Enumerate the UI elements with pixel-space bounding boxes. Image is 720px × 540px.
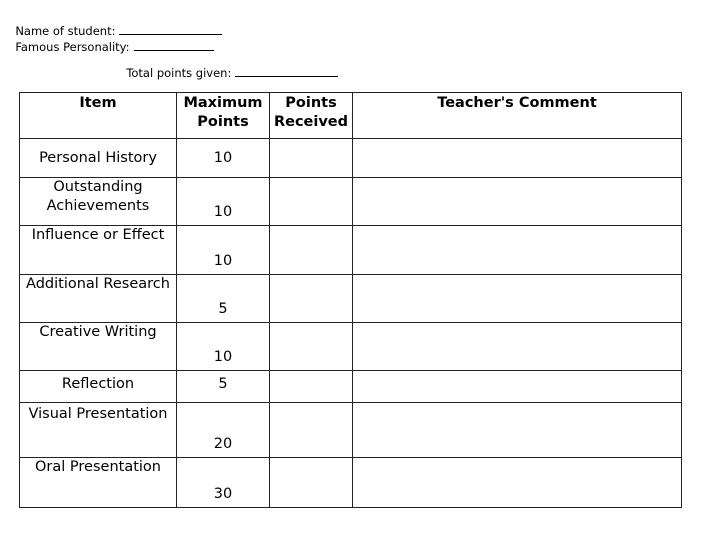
item-cell — [20, 226, 177, 275]
comment-cell[interactable] — [353, 403, 682, 458]
famous-personality-blank[interactable] — [134, 40, 214, 51]
table-row — [20, 226, 682, 275]
item-label: Influence or Effect — [31, 227, 165, 243]
comment-cell[interactable] — [353, 371, 682, 403]
item-cell — [20, 178, 177, 226]
comment-cell[interactable] — [353, 139, 682, 178]
max-points-cell: 20 — [177, 403, 270, 458]
item-label: Additional Research — [26, 276, 170, 292]
item-cell — [20, 403, 177, 458]
comment-cell[interactable] — [353, 226, 682, 275]
famous-personality-label: Famous Personality: — [15, 40, 130, 54]
column-header-points-received: Points Received — [270, 93, 353, 139]
item-cell — [20, 139, 177, 178]
points-received-cell[interactable] — [270, 178, 353, 226]
comment-cell[interactable] — [353, 275, 682, 323]
item-cell — [20, 275, 177, 323]
max-points-cell: 10 — [177, 323, 270, 371]
table-row — [20, 323, 682, 371]
table-row — [20, 371, 682, 403]
total-points-line — [119, 52, 338, 80]
item-label: Visual Presentation — [28, 406, 168, 422]
max-points-cell: 10 — [177, 178, 270, 226]
item-label: Reflection — [61, 376, 135, 392]
item-cell — [20, 323, 177, 371]
item-cell — [20, 458, 177, 508]
total-points-label: Total points given: — [126, 66, 232, 80]
item-cell — [20, 371, 177, 403]
max-points-cell: 10 — [177, 226, 270, 275]
points-received-cell[interactable] — [270, 323, 353, 371]
student-name-label: Name of student: — [15, 24, 116, 38]
famous-personality-line — [8, 26, 214, 54]
table-row — [20, 458, 682, 508]
table-row — [20, 139, 682, 178]
item-label: Personal History — [39, 149, 157, 166]
column-header-item: Item — [20, 93, 177, 139]
table-row — [20, 178, 682, 226]
max-points-cell: 5 — [177, 275, 270, 323]
item-label: Oral Presentation — [35, 459, 161, 475]
comment-cell[interactable] — [353, 178, 682, 226]
column-header-teacher-comment: Teacher's Comment — [353, 93, 682, 139]
points-received-cell[interactable] — [270, 371, 353, 403]
item-label: Creative Writing — [39, 324, 157, 340]
comment-cell[interactable] — [353, 323, 682, 371]
rubric-table — [19, 92, 682, 508]
max-points-cell: 30 — [177, 458, 270, 508]
max-points-cell — [177, 371, 270, 403]
comment-cell[interactable] — [353, 458, 682, 508]
points-received-cell[interactable] — [270, 226, 353, 275]
points-received-cell[interactable] — [270, 458, 353, 508]
points-received-cell[interactable] — [270, 403, 353, 458]
column-header-maximum-points: Maximum Points — [177, 93, 270, 139]
points-received-cell[interactable] — [270, 139, 353, 178]
max-points-cell: 10 — [177, 139, 270, 178]
item-label: Outstanding Achievements — [46, 179, 150, 214]
points-received-cell[interactable] — [270, 275, 353, 323]
table-row — [20, 275, 682, 323]
total-points-blank[interactable] — [235, 66, 338, 77]
table-header-row — [20, 93, 682, 139]
max-points-value: 5 — [218, 376, 228, 392]
table-row — [20, 403, 682, 458]
